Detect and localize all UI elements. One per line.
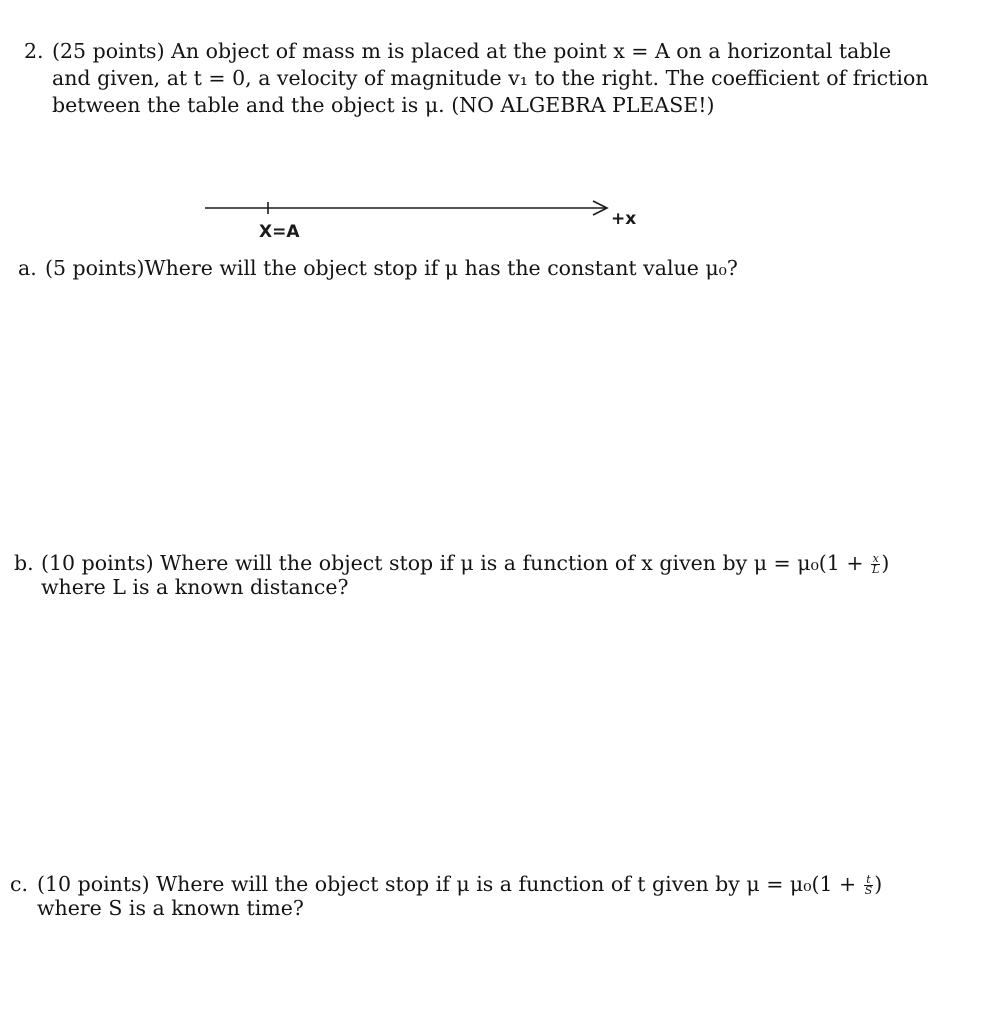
part-c — [10, 872, 882, 920]
problem-line-1 — [24, 38, 904, 65]
axis-svg — [195, 192, 675, 252]
part-b-text-end: ) — [881, 551, 890, 575]
part-a — [18, 256, 738, 280]
part-b — [14, 551, 889, 599]
part-b-text: (10 points) Where will the object stop if μ is a function of x given by μ = μ₀(1 + — [41, 551, 871, 575]
part-b-frac-den: L — [872, 563, 880, 576]
problem-statement — [24, 38, 929, 119]
axis-diagram — [195, 192, 675, 252]
axis-label: +x — [611, 209, 637, 229]
part-c-text-end: ) — [874, 872, 883, 896]
problem-number: 2. — [24, 39, 44, 63]
part-c-line-2: where S is a known time? — [37, 896, 304, 920]
problem-line-3: between the table and the object is μ. (NO ALGEBRA PLEASE!) — [52, 93, 715, 117]
part-c-frac-den: S — [864, 884, 873, 897]
point-a-label: X=A — [259, 222, 300, 242]
part-a-text: (5 points)Where will the object stop if μ has the constant value μ₀? — [45, 256, 738, 280]
part-a-label: a. — [18, 256, 37, 280]
problem-line-2: and given, at t = 0, a velocity of magnitude v₁ to the right. The coefficient of friction — [52, 66, 929, 90]
part-c-frac-num: t — [864, 875, 874, 886]
part-b-line-2: where L is a known distance? — [41, 575, 349, 599]
part-b-frac-num: x — [872, 552, 879, 565]
part-b-label: b. — [14, 551, 34, 575]
part-c-label: c. — [10, 872, 28, 896]
part-c-fraction — [864, 875, 874, 896]
problem-text-1: (25 points) An object of mass m is placed at the point x = A on a horizontal table — [52, 39, 892, 63]
part-c-text: (10 points) Where will the object stop if μ is a function of t given by μ = μ₀(1 + — [37, 872, 863, 896]
part-b-fraction — [871, 554, 880, 575]
